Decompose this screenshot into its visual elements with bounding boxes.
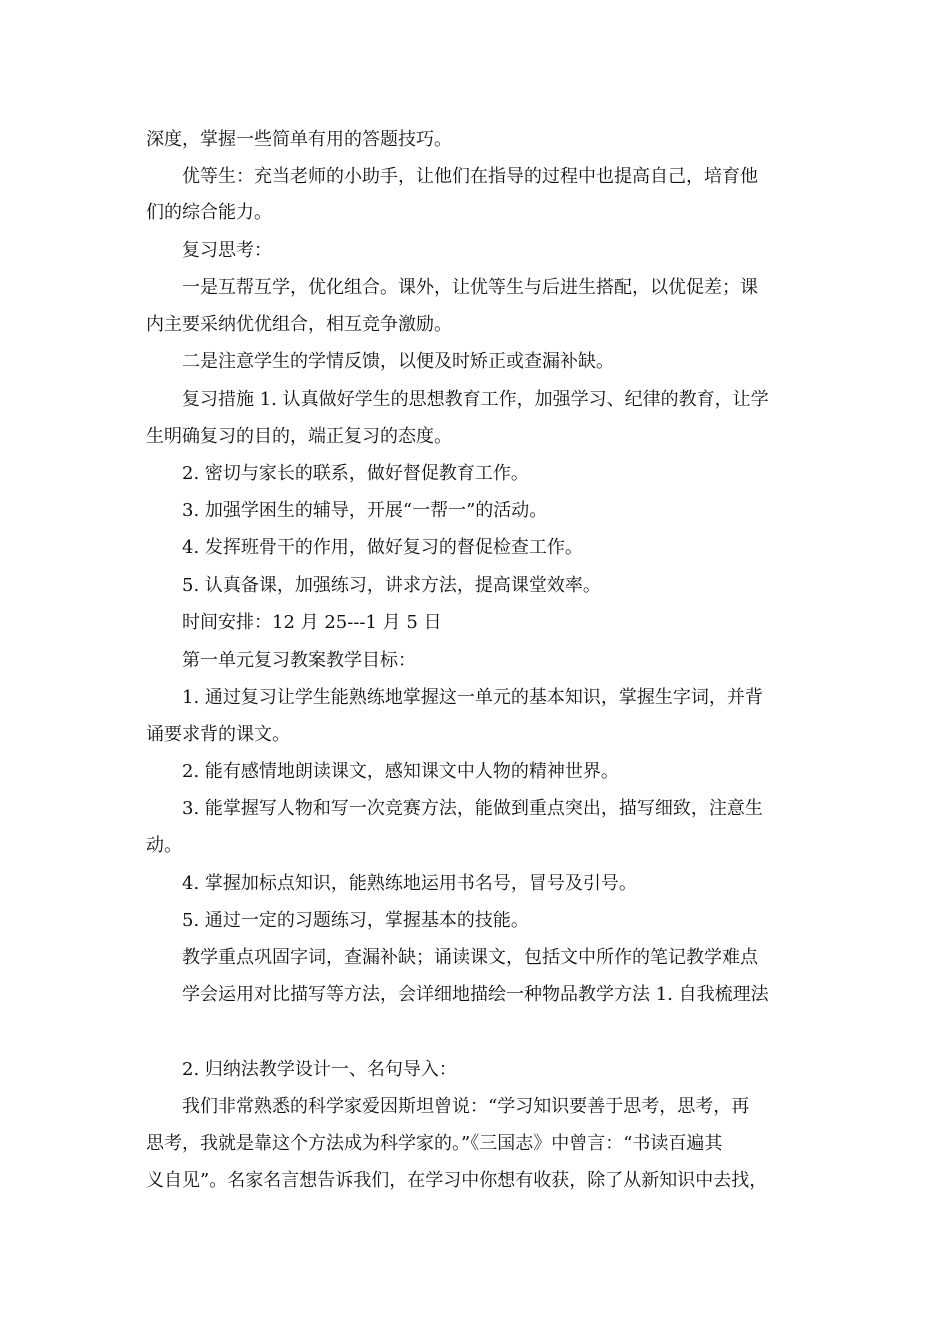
text-line: 义自见”。名家名言想告诉我们，在学习中你想有收获，除了从新知识中去找， [146, 1170, 768, 1191]
text-line: 一是互帮互学，优化组合。课外，让优等生与后进生搭配，以优促差；课 [182, 277, 758, 298]
text-line: 第一单元复习教案教学目标： [182, 650, 416, 671]
text-line: 们的综合能力。 [146, 202, 272, 223]
text-line: 生明确复习的目的，端正复习的态度。 [146, 426, 452, 447]
text-line: 4. 发挥班骨干的作用，做好复习的督促检查工作。 [182, 537, 583, 558]
text-line: 二是注意学生的学情反馈，以便及时矫正或查漏补缺。 [182, 351, 614, 372]
text-line: 复习思考： [182, 240, 272, 261]
text-line: 时间安排：12 月 25---1 月 5 日 [182, 612, 442, 633]
text-line: 2. 密切与家长的联系，做好督促教育工作。 [182, 463, 529, 484]
text-line: 3. 加强学困生的辅导，开展“一帮一”的活动。 [182, 500, 548, 521]
text-line: 教学重点巩固字词，查漏补缺；诵读课文，包括文中所作的笔记教学难点 [182, 947, 758, 968]
text-line: 5. 认真备课，加强练习，讲求方法，提高课堂效率。 [182, 575, 601, 596]
text-line: 2. 能有感情地朗读课文，感知课文中人物的精神世界。 [182, 761, 619, 782]
text-line: 诵要求背的课文。 [146, 724, 290, 745]
text-line: 4. 掌握加标点知识，能熟练地运用书名号，冒号及引号。 [182, 873, 637, 894]
text-line: 1. 通过复习让学生能熟练地掌握这一单元的基本知识，掌握生字词，并背 [182, 687, 763, 708]
text-line: 思考，我就是靠这个方法成为科学家的。”《三国志》中曾言：“书读百遍其 [146, 1133, 723, 1154]
text-line: 2. 归纳法教学设计一、名句导入： [182, 1059, 457, 1080]
text-line: 动。 [146, 835, 182, 856]
text-line: 5. 通过一定的习题练习，掌握基本的技能。 [182, 910, 529, 931]
text-line: 深度，掌握一些简单有用的答题技巧。 [146, 129, 452, 150]
text-line: 学会运用对比描写等方法，会详细地描绘一种物品教学方法 1. 自我梳理法 [182, 984, 769, 1005]
text-line: 我们非常熟悉的科学家爱因斯坦曾说：“学习知识要善于思考，思考，再 [182, 1096, 750, 1117]
text-line: 3. 能掌握写人物和写一次竞赛方法，能做到重点突出，描写细致，注意生 [182, 798, 763, 819]
text-line: 复习措施 1. 认真做好学生的思想教育工作，加强学习、纪律的教育，让学 [182, 389, 769, 410]
text-line: 内主要采纳优优组合，相互竞争激励。 [146, 314, 452, 335]
text-line: 优等生：充当老师的小助手，让他们在指导的过程中也提高自己，培育他 [182, 166, 758, 187]
